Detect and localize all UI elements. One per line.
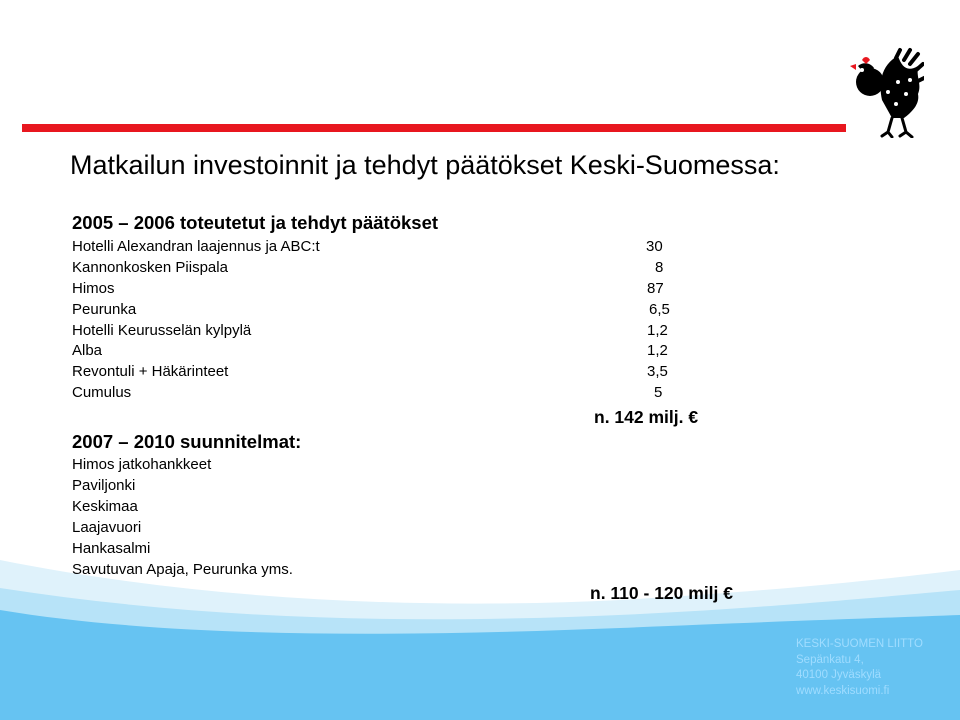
list-item: Kannonkosken Piispala (72, 259, 228, 276)
footer-contact (796, 637, 923, 699)
list-item-value: 5 (654, 384, 663, 401)
list-item: Himos (72, 280, 115, 297)
list-item: Hotelli Keurusselän kylpylä (72, 322, 252, 339)
capercaillie-bird-icon (848, 42, 924, 138)
list-item: Paviljonki (72, 477, 136, 494)
list-item: Savutuvan Apaja, Peurunka yms. (72, 561, 293, 578)
page-title: Matkailun investoinnit ja tehdyt päätökset Keski-Suomessa: (70, 150, 780, 180)
list-item-value: 6,5 (649, 301, 670, 318)
header-red-bar (22, 124, 846, 132)
section-heading-2005-2006: 2005 – 2006 toteutetut ja tehdyt päätökset (72, 212, 439, 233)
list-item-value: 8 (655, 259, 664, 276)
footer-city: 40100 Jyväskylä (796, 669, 882, 681)
footer-street: Sepänkatu 4, (796, 653, 864, 666)
list-item: Himos jatkohankkeet (72, 456, 212, 473)
list-item: Hotelli Alexandran laajennus ja ABC:t (72, 238, 320, 255)
list-item: Alba (72, 342, 103, 359)
list-item-value: 30 (646, 238, 663, 255)
list-item-value: 3,5 (647, 363, 668, 380)
list-item-value: 87 (647, 280, 664, 297)
list-item: Keskimaa (72, 498, 138, 515)
list-item: Peurunka (72, 301, 137, 318)
list-item: Revontuli + Häkärinteet (72, 363, 229, 380)
list-item-value: 1,2 (647, 322, 668, 339)
footer-web-link[interactable]: www.keskisuomi.fi (796, 684, 890, 697)
section1-total: n. 142 milj. € (594, 407, 699, 427)
list-item-value: 1,2 (647, 342, 668, 359)
list-item: Laajavuori (72, 519, 142, 536)
footer-org: KESKI-SUOMEN LIITTO (796, 638, 923, 650)
list-item: Cumulus (72, 384, 132, 401)
section2-total: n. 110 - 120 milj € (590, 583, 733, 603)
section-heading-2007-2010: 2007 – 2010 suunnitelmat: (72, 431, 302, 452)
list-item: Hankasalmi (72, 540, 151, 557)
